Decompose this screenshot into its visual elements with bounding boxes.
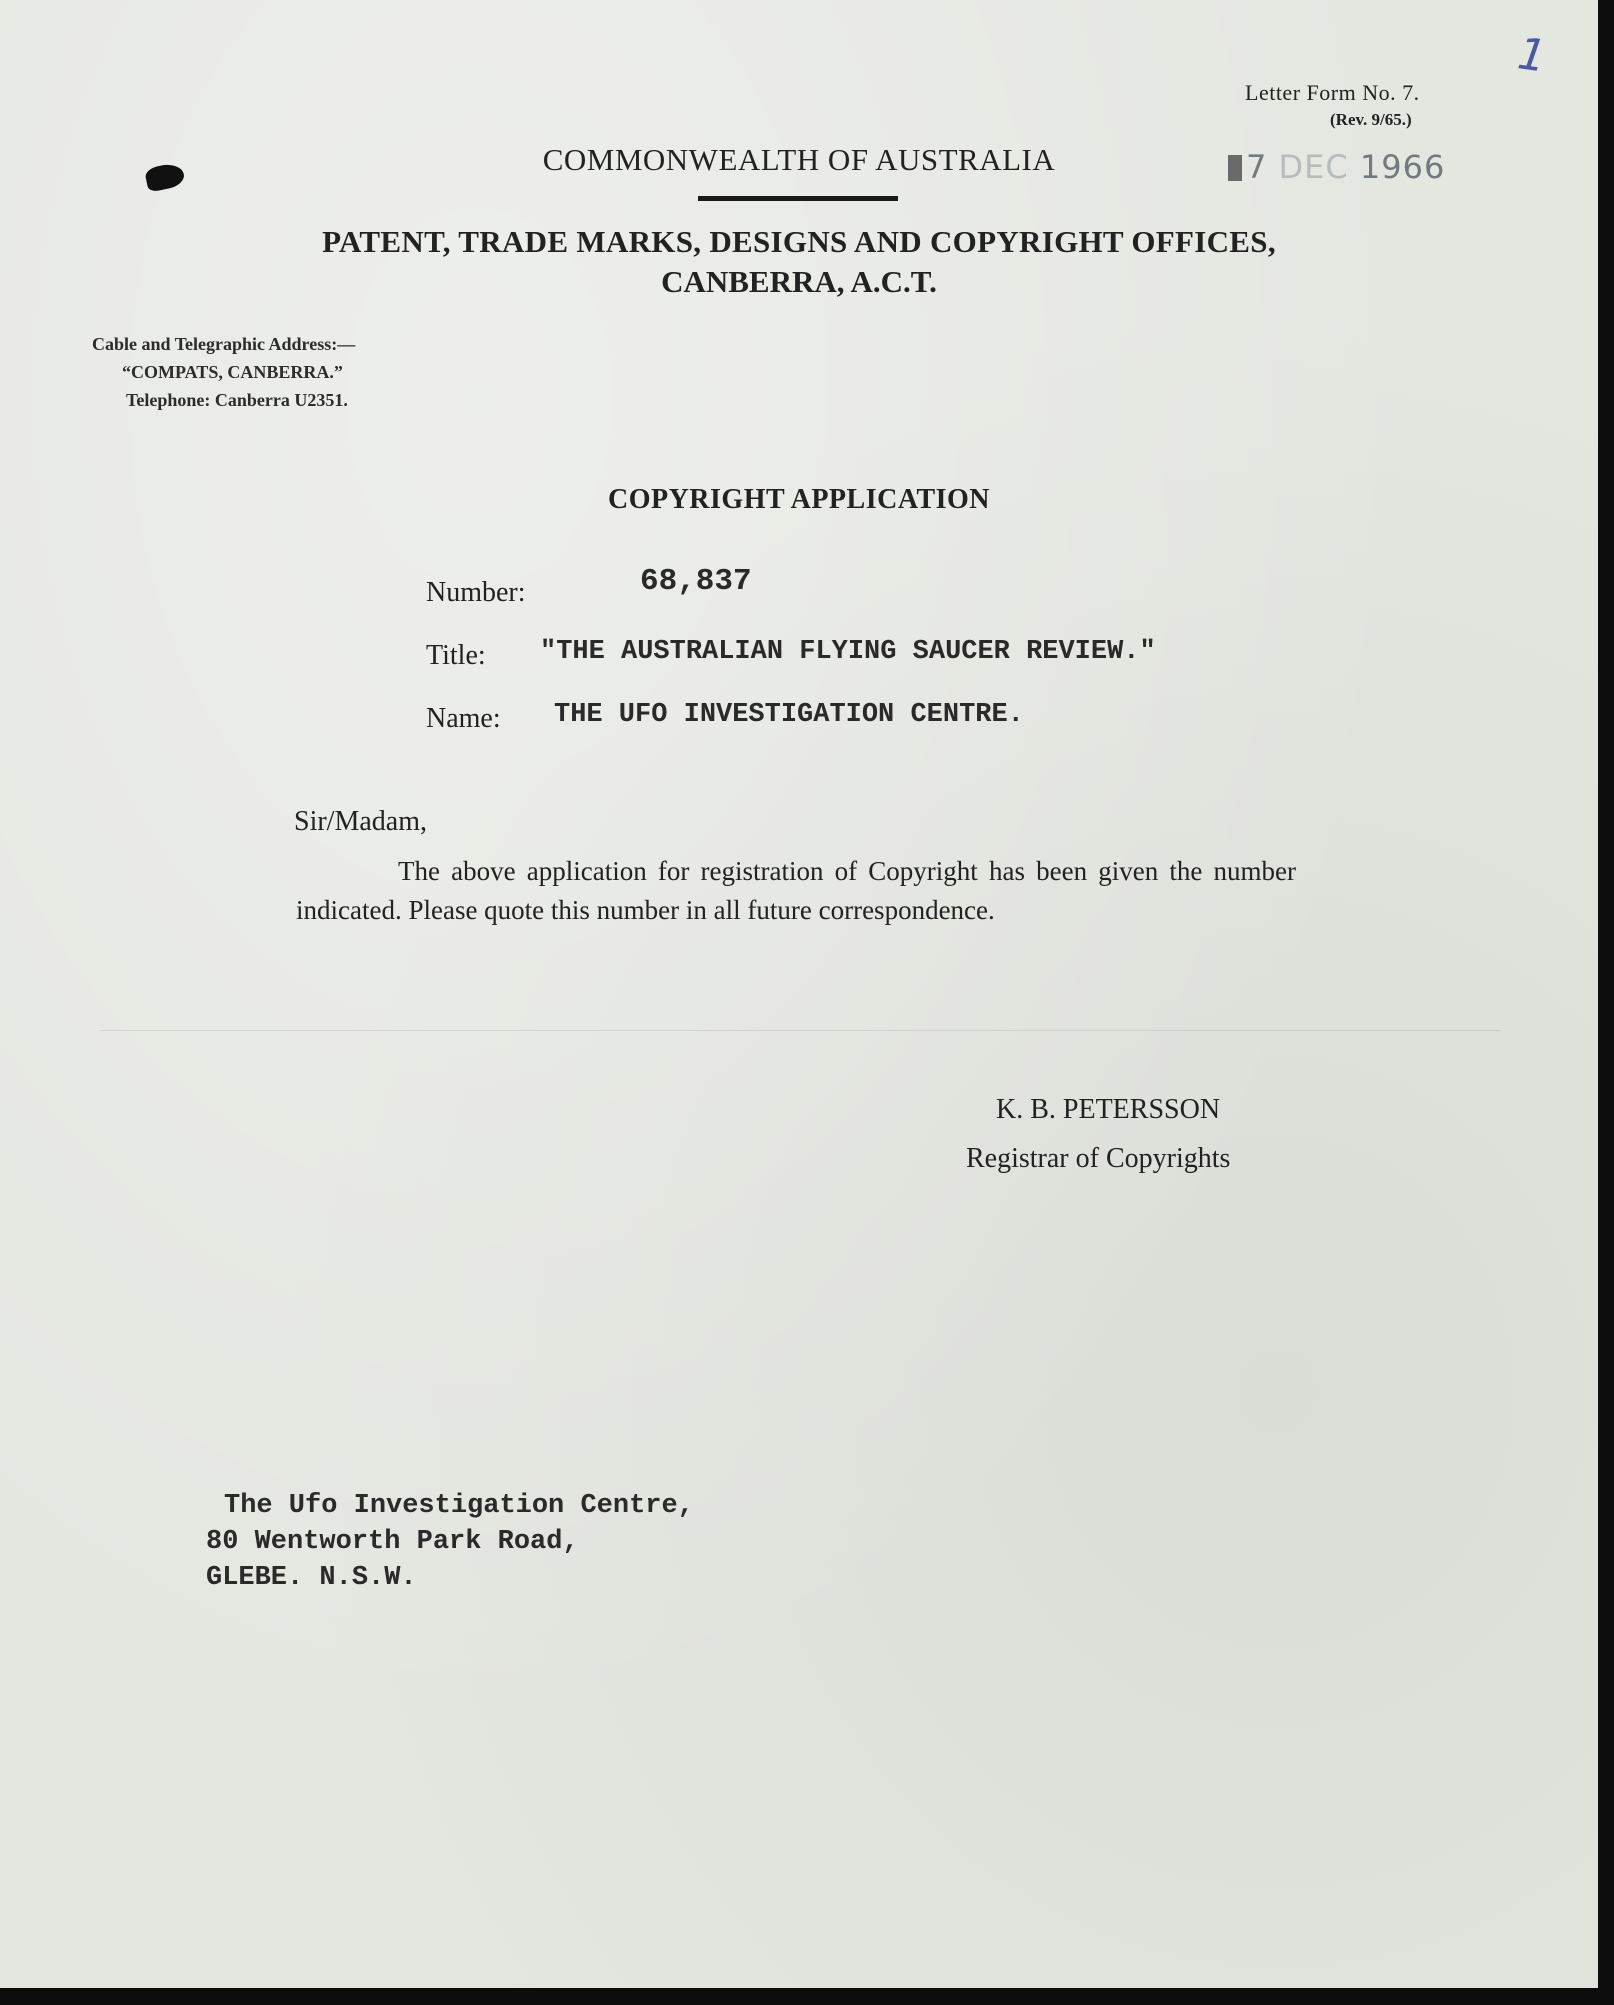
address-line: GLEBE. N.S.W. bbox=[206, 1563, 417, 1593]
body-text: The above application for registration of Copyright has been given the number indicated. Please quote this number in all future correspondence. bbox=[296, 856, 1296, 925]
name-value: THE UFO INVESTIGATION CENTRE. bbox=[554, 700, 1024, 730]
header-commonwealth: COMMONWEALTH OF AUSTRALIA bbox=[542, 142, 1056, 177]
form-revision: (Rev. 9/65.) bbox=[1330, 110, 1412, 129]
title-value: "THE AUSTRALIAN FLYING SAUCER REVIEW." bbox=[540, 637, 1156, 667]
body-paragraph bbox=[296, 852, 1296, 930]
stamp-day: 7 bbox=[1246, 148, 1268, 186]
number-value: 68,837 bbox=[640, 564, 752, 599]
header-city: CANBERRA, A.C.T. bbox=[661, 264, 937, 299]
signatory-role: Registrar of Copyrights bbox=[966, 1143, 1231, 1174]
number-label: Number: bbox=[426, 577, 526, 608]
telephone: Telephone: Canberra U2351. bbox=[126, 390, 348, 410]
scan-artifact bbox=[100, 1030, 1500, 1031]
signatory-name: K. B. PETERSSON bbox=[996, 1094, 1221, 1125]
document-title: COPYRIGHT APPLICATION bbox=[607, 484, 991, 515]
contact-block bbox=[92, 330, 355, 414]
cable-address: “COMPATS, CANBERRA.” bbox=[122, 362, 343, 382]
address-line: 80 Wentworth Park Road, bbox=[206, 1527, 579, 1557]
header-offices: PATENT, TRADE MARKS, DESIGNS AND COPYRIGHT OFFICES, bbox=[322, 224, 1276, 259]
form-number: Letter Form No. 7. bbox=[1245, 80, 1420, 105]
handwritten-page-number: 1 bbox=[1514, 28, 1550, 83]
name-label: Name: bbox=[426, 703, 501, 734]
header-divider bbox=[698, 196, 898, 201]
address-line: The Ufo Investigation Centre, bbox=[224, 1491, 694, 1521]
title-label: Title: bbox=[426, 640, 486, 671]
recipient-address bbox=[206, 1488, 694, 1596]
stamp-year: 1966 bbox=[1359, 148, 1446, 186]
salutation: Sir/Madam, bbox=[294, 806, 427, 837]
cable-label: Cable and Telegraphic Address:— bbox=[92, 334, 356, 354]
stamp-month: DEC bbox=[1278, 148, 1349, 186]
